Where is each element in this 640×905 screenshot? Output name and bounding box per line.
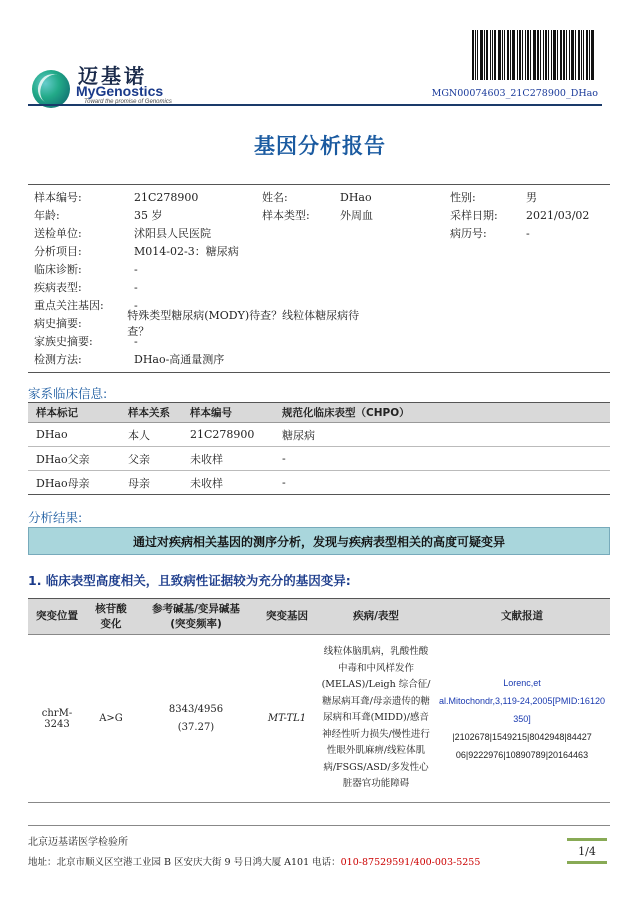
info-value: 男 xyxy=(526,191,537,204)
variant-disease: 线粒体脑肌病，乳酸性酸中毒和中风样发作(MELAS)/Leigh 综合征/糖尿病耳聋/母亲遗传的糖尿病和耳聋(MIDD)/感音神经性听力损失/慢性进行性眼外肌麻痹/线粒体肌病/FSGS/ASD/多发性心脏器官功能障碍 xyxy=(318,635,434,803)
variant-row xyxy=(28,635,610,803)
info-row xyxy=(34,309,610,338)
info-label: 样本编号: xyxy=(34,191,82,204)
info-label: 重点关注基因: xyxy=(34,299,104,312)
variants-heading: 1. 临床表型高度相关，且致病性证据较为充分的基因变异: xyxy=(28,573,351,588)
variant-gene: MT-TL1 xyxy=(256,635,318,803)
footer-divider xyxy=(28,825,610,826)
sample-info-block xyxy=(28,184,610,373)
col-header-literature: 文献报道 xyxy=(434,599,610,635)
family-cell: 21C278900 xyxy=(182,423,274,447)
info-label: 病史摘要: xyxy=(34,317,82,330)
family-cell: 糖尿病 xyxy=(274,423,610,447)
header-divider xyxy=(28,104,602,106)
info-value: M014-02-3：糖尿病 xyxy=(134,245,239,258)
family-table-header xyxy=(28,403,610,423)
col-header-position: 突变位置 xyxy=(28,599,86,635)
literature-pmids: |2102678|1549215|8042948|84427 xyxy=(452,731,592,742)
results-summary: 通过对疾病相关基因的测序分析，发现与疾病表型相关的高度可疑变异 xyxy=(28,527,610,555)
family-col-header: 样本关系 xyxy=(120,403,182,423)
info-value: 沭阳县人民医院 xyxy=(134,227,211,240)
info-label: 家族史摘要: xyxy=(34,335,93,348)
variants-table-header xyxy=(28,599,610,635)
info-row xyxy=(34,242,610,260)
variant-position: chrM-3243 xyxy=(28,635,86,803)
info-label: 送检单位: xyxy=(34,227,82,240)
info-value: DHao xyxy=(340,190,372,204)
info-label: 分析项目: xyxy=(34,245,82,258)
info-value: 外周血 xyxy=(340,209,373,222)
info-value: - xyxy=(134,262,138,276)
footer-lab-name: 北京迈基诺医学检验所 xyxy=(28,837,128,848)
info-value: 35 岁 xyxy=(134,209,163,222)
logo-english-name: MyGenostics xyxy=(76,83,164,99)
footer-phone: 010-87529591/400-003-5255 xyxy=(340,857,481,868)
report-title: 基因分析报告 xyxy=(254,134,386,158)
info-value: DHao-高通量测序 xyxy=(134,353,225,366)
info-row xyxy=(34,350,610,368)
info-row xyxy=(34,224,610,242)
literature-pmids: 06|9222976|10890789|20164463 xyxy=(455,749,589,760)
info-label: 临床诊断: xyxy=(34,263,82,276)
variant-reference: 8343/4956 (37.27) xyxy=(136,635,256,803)
variant-nucleotide: A>G xyxy=(86,635,136,803)
info-value: - xyxy=(526,226,530,240)
page-number: 1/4 xyxy=(567,838,607,864)
info-value: - xyxy=(134,298,138,312)
family-row xyxy=(28,423,610,447)
family-cell: DHao母亲 xyxy=(28,471,120,495)
company-logo xyxy=(28,58,208,108)
info-row xyxy=(34,206,610,224)
family-cell: - xyxy=(274,471,610,495)
info-row xyxy=(34,188,610,206)
info-label: 采样日期: xyxy=(450,209,498,222)
family-row xyxy=(28,447,610,471)
family-col-header: 规范化临床表型（CHPO） xyxy=(274,403,610,423)
col-header-reference: 参考碱基/变异碱基 (突变频率) xyxy=(136,599,256,635)
family-row xyxy=(28,471,610,495)
info-label: 病历号: xyxy=(450,227,487,240)
info-value: - xyxy=(134,334,138,348)
logo-tagline: Toward the promise of Genomics xyxy=(84,99,172,105)
info-label: 年龄: xyxy=(34,209,60,222)
info-value: 特殊类型糖尿病(MODY)待查？线粒体糖尿病待查？ xyxy=(127,309,360,338)
barcode-icon xyxy=(472,30,600,80)
family-cell: 母亲 xyxy=(120,471,182,495)
family-cell: - xyxy=(274,447,610,471)
globe-logo-icon xyxy=(32,70,70,108)
footer-address: 地址：北京市顺义区空港工业园 B 区安庆大街 9 号日鸿大厦 A101 电话：010-87529591/400-003-5255 xyxy=(28,857,481,868)
family-col-header: 样本编号 xyxy=(182,403,274,423)
info-row xyxy=(34,278,610,296)
info-value: 2021/03/02 xyxy=(526,208,590,222)
col-header-disease: 疾病/表型 xyxy=(318,599,434,635)
family-cell: 本人 xyxy=(120,423,182,447)
results-heading: 分析结果: xyxy=(28,510,83,525)
family-cell: DHao xyxy=(28,423,120,447)
info-value: 21C278900 xyxy=(134,190,199,204)
col-header-nucleotide: 核苷酸 变化 xyxy=(86,599,136,635)
info-row xyxy=(34,260,610,278)
info-label: 姓名: xyxy=(262,191,288,204)
info-label: 样本类型: xyxy=(262,209,310,222)
col-header-gene: 突变基因 xyxy=(256,599,318,635)
info-label: 检测方法: xyxy=(34,353,82,366)
family-table xyxy=(28,402,610,495)
variants-table xyxy=(28,598,610,803)
family-cell: 未收样 xyxy=(182,447,274,471)
family-info-heading: 家系临床信息: xyxy=(28,386,108,401)
family-col-header: 样本标记 xyxy=(28,403,120,423)
literature-link[interactable]: al.Mitochondr,3,119-24,2005[PMID:16120350] xyxy=(439,695,605,724)
info-label: 疾病表型: xyxy=(34,281,82,294)
info-label: 性别: xyxy=(450,191,476,204)
logo-chinese-name: 迈基诺 xyxy=(78,64,147,88)
info-value: - xyxy=(134,280,138,294)
literature-link[interactable]: Lorenc,et xyxy=(503,677,541,688)
family-cell: 未收样 xyxy=(182,471,274,495)
sample-code: MGN00074603_21C278900_DHao xyxy=(431,88,598,99)
family-cell: 父亲 xyxy=(120,447,182,471)
variant-literature xyxy=(434,635,610,803)
family-cell: DHao父亲 xyxy=(28,447,120,471)
